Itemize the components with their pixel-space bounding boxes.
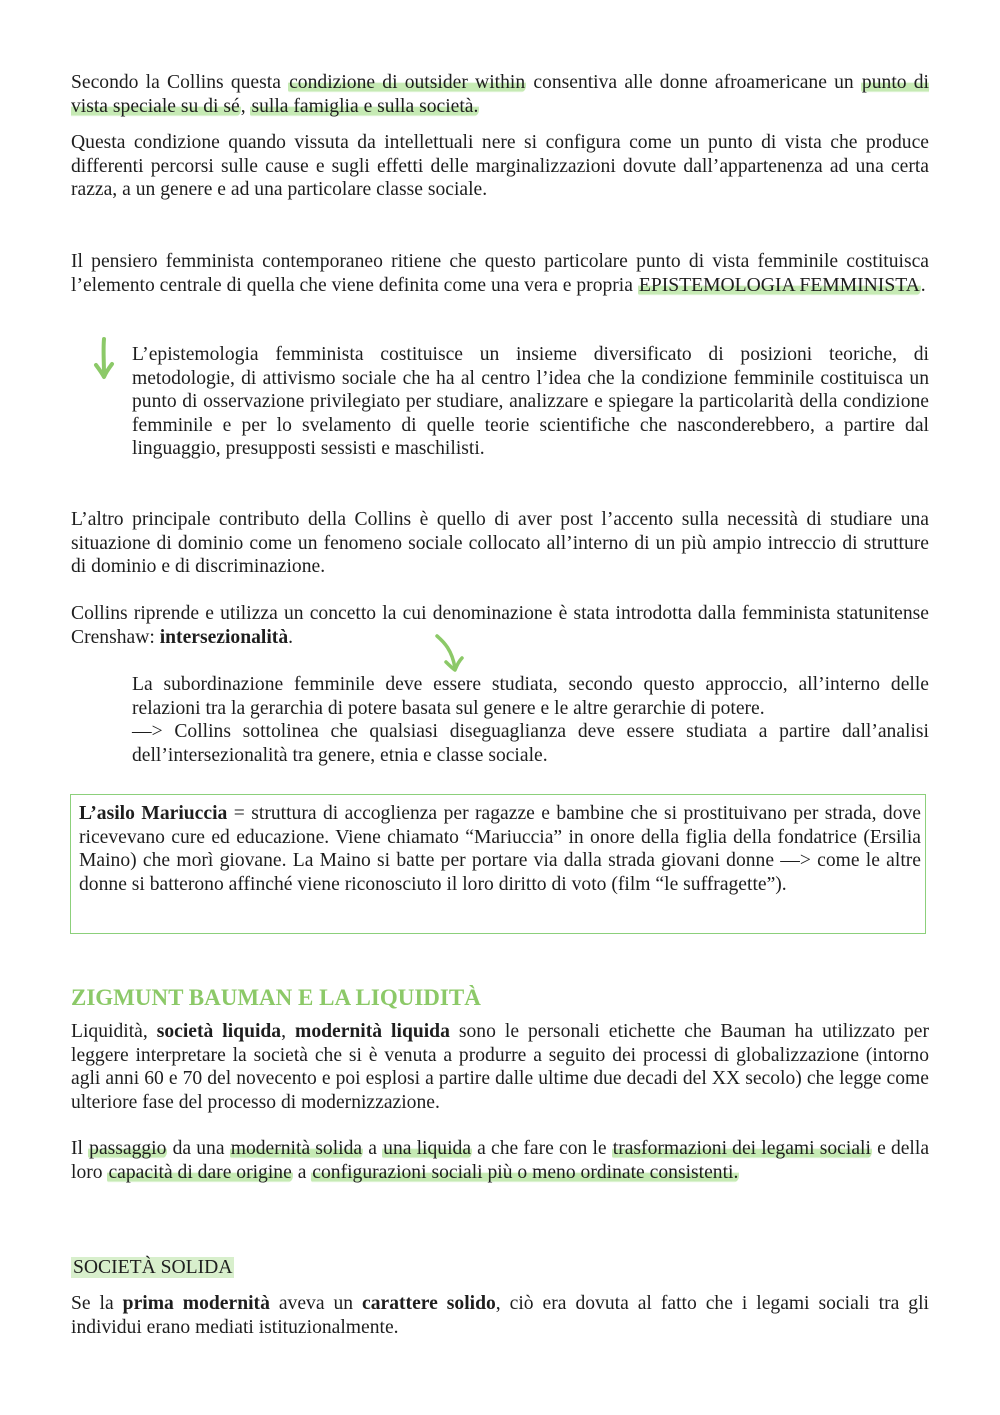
section-heading-bauman: ZIGMUNT BAUMAN E LA LIQUIDITÀ	[71, 985, 481, 1010]
text-run: aveva un	[269, 1293, 363, 1314]
highlight-famiglia-societa: sulla famiglia e sulla società.	[251, 95, 479, 117]
highlight-punto-di-vista: punto di vista speciale su di sé	[71, 72, 929, 117]
term-intersezionalita: intersezionalità	[159, 626, 289, 648]
text-run: .	[920, 274, 926, 296]
subheading-societa-solida-line	[71, 1256, 929, 1280]
term-modernita-liquida: modernità liquida	[295, 1021, 450, 1042]
highlight-epistemologia-femminista: EPISTEMOLOGIA FEMMINISTA	[638, 274, 920, 296]
paragraph-intersezionalita	[71, 602, 929, 649]
term-carattere-solido: carattere solido	[362, 1293, 496, 1314]
text-run: sono le personali etichette che Bauman ha utilizzato per leggere interpretare la società che si è venuta a produrre a seguito dei processi di globalizzazione (intorno agli anni 60 e 70 del novecento e poi esplosi a partire dalle ultime due decadi del XX secolo) che legge come ulteriore fase del processo di modernizzazione.	[71, 1021, 929, 1113]
text-run: a	[363, 1138, 383, 1159]
paragraph-intellettuali-nere: Questa condizione quando vissuta da intellettuali nere si configura come un punto di vista che produce differenti percorsi sulle cause e sugli effetti delle marginalizzazioni dovute dall’appartenenza ad una certa razza, a un genere e ad una particolare classe sociale.	[71, 132, 929, 201]
text-run: Collins riprende e utilizza un concetto la cui denominazione è stata introdotta dalla femminista statunitense Crenshaw:	[71, 603, 929, 648]
term-societa-liquida: società liquida	[156, 1021, 282, 1042]
text-run: ,	[240, 95, 251, 117]
highlight-configurazioni-sociali: configurazioni sociali più o meno ordinate consistenti.	[312, 1161, 739, 1183]
down-arrow-icon	[92, 336, 116, 382]
paragraph-prima-modernita	[71, 1292, 929, 1339]
highlight-capacita-origine: capacità di dare origine	[108, 1161, 292, 1183]
highlight-modernita-solida: modernità solida	[230, 1138, 363, 1159]
text-run: .	[288, 626, 294, 648]
highlight-passaggio: passaggio	[89, 1138, 167, 1159]
text-run: , ciò era dovuta al fatto che i legami sociali tra gli individui erano mediati istituzionalmente.	[71, 1293, 929, 1338]
text-run: = struttura di accoglienza per ragazze e bambine che si prostituivano per strada, dove ricevevano cure ed educazione. Viene chiamato “Mariuccia” in onore della figlia della fondatrice (Ersilia Maino) che morì giovane. La Maino si batte per portare via dalla strada giovani donne —> come le altre donne si batterono affinché viene riconosciuto il loro diritto di voto (film “le suffragette”).	[79, 803, 922, 895]
paragraph-epistemologia-definizione: L’epistemologia femminista costituisce un insieme diversificato di posizioni teoriche, di metodologie, di attivismo sociale che ha al centro l’idea che la condizione femminile costituisca un punto di osservazione privilegiato per studiare, analizzare e spiegare la particolarità della condizione femminile e per lo svelamento di quelle teorie scientifiche che nasconderebbero, a partire dal linguaggio, presupposti sessisti e maschilisti.	[132, 344, 929, 460]
highlight-trasformazioni-legami: trasformazioni dei legami sociali	[612, 1138, 871, 1159]
text-run: Liquidità,	[71, 1021, 157, 1042]
text-run: Se la	[71, 1293, 123, 1314]
paragraph-liquidita	[71, 1020, 929, 1114]
text-run: Il	[71, 1138, 89, 1159]
text-run: Secondo la Collins questa	[71, 72, 289, 93]
curved-arrow-icon	[432, 632, 468, 674]
subheading-societa-solida: SOCIETÀ SOLIDA	[73, 1257, 233, 1278]
text-run: da una	[167, 1138, 230, 1159]
text-run: ,	[281, 1021, 295, 1042]
paragraph-pensiero-femminista	[71, 250, 929, 297]
collins-sottolinea-text: —> Collins sottolinea che qualsiasi diseguaglianza deve essere studiata a partire dall’analisi dell’intersezionalità tra genere, etnia e classe sociale.	[132, 721, 929, 766]
paragraph-passaggio-modernita	[71, 1137, 929, 1184]
paragraph-subordinazione	[132, 673, 929, 767]
subordinazione-text: La subordinazione femminile deve essere studiata, secondo questo approccio, all’interno delle relazioni tra la gerarchia di potere basata sul genere e le altre gerarchie di potere.	[132, 674, 929, 719]
text-run: Il pensiero femminista contemporaneo ritiene che questo particolare punto di vista femminile costituisca l’elemento centrale di quella che viene definita come una vera e propria	[71, 251, 929, 296]
text-run: a	[292, 1161, 312, 1183]
highlight-outsider-within: condizione di outsider within	[289, 72, 526, 93]
term-prima-modernita: prima modernità	[122, 1293, 270, 1314]
highlight-una-liquida: una liquida	[383, 1138, 472, 1159]
text-run: a che fare con le	[472, 1138, 612, 1159]
note-box-text	[79, 802, 921, 896]
paragraph-outsider-within	[71, 71, 929, 118]
term-asilo-mariuccia: L’asilo Mariuccia	[79, 803, 228, 824]
text-run: e della loro	[71, 1138, 930, 1183]
paragraph-contributo-collins: L’altro principale contributo della Collins è quello di aver post l’accento sulla necessità di studiare una situazione di dominio come un fenomeno sociale collocato all’interno di un più ampio intreccio di strutture di dominio e di discriminazione.	[71, 509, 929, 578]
text-run: consentiva alle donne afroamericane un	[526, 72, 861, 93]
